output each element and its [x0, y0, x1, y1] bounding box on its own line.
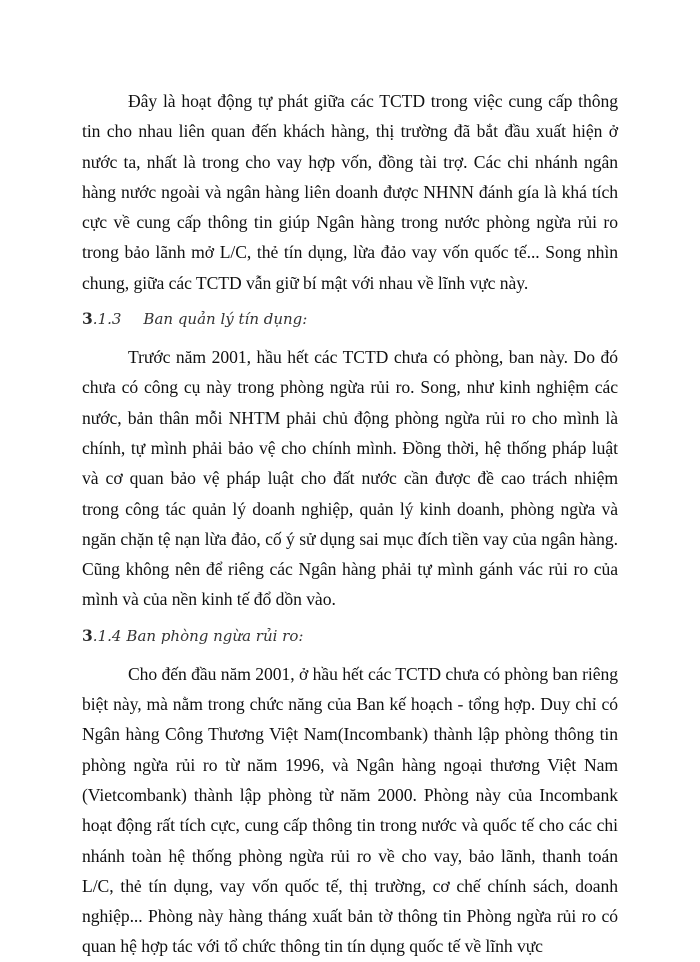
paragraph-credit-board: Trước năm 2001, hầu hết các TCTD chưa có phòng, ban này. Do đó chưa có công cụ này trong phòng ngừa rủi ro. Song, như kinh nghiệm các nước, bản thân mỗi NHTM phải chủ động phòng ngừa rủi ro cho mình là chính, tự mình phải bảo vệ cho chính mình. Đồng thời, hệ thống pháp luật và cơ quan bảo vệ pháp luật cho đất nước cần được đề cao trách nhiệm trong công tác quản lý doanh nghiệp, quản lý kinh doanh, phòng ngừa và ngăn chặn tệ nạn lừa đảo, cố ý sử dụng sai mục đích tiền vay của ngân hàng. Cũng không nên để riêng các Ngân hàng phải tự mình gánh vác rủi ro của mình và của nền kinh tế đổ dồn vào. — [82, 347, 618, 610]
section-number-major: 3 — [82, 309, 93, 329]
section-title: Ban phòng ngừa rủi ro: — [126, 626, 304, 645]
section-number-major: 3 — [82, 625, 93, 645]
section-number-minor: .1.3 — [92, 310, 122, 329]
paragraph-intro: Đây là hoạt động tự phát giữa các TCTD trong việc cung cấp thông tin cho nhau liên quan đến khách hàng, thị trường đã bắt đầu xuất hiện ở nước ta, nhất là trong cho vay hợp vốn, đồng tài trợ. Các chi nhánh ngân hàng nước ngoài và ngân hàng liên doanh được NHNN đánh gía là khá tích cực về cung cấp thông tin giúp Ngân hàng trong nước phòng ngừa rủi ro trong bảo lãnh mở L/C, thẻ tín dụng, lừa đảo vay vốn quốc tế... Song nhìn chung, giữa các TCTD vẫn giữ bí mật với nhau về lĩnh vực này. — [82, 91, 618, 293]
section-heading-3-1-4 — [82, 621, 618, 651]
section-title: Ban quản lý tín dụng: — [143, 310, 308, 329]
document-page — [82, 86, 618, 962]
section-heading-3-1-3 — [82, 304, 618, 334]
section-number-minor: .1.4 — [92, 626, 122, 645]
paragraph-risk-board: Cho đến đầu năm 2001, ở hầu hết các TCTD chưa có phòng ban riêng biệt này, mà nằm trong chức năng của Ban kế hoạch - tổng hợp. Duy chỉ có Ngân hàng Công Thương Việt Nam(Incombank) thành lập phòng thông tin phòng ngừa rủi ro từ năm 1996, và Ngân hàng ngoại thương Việt Nam (Vietcombank) thành lập phòng từ năm 2000. Phòng này của Incombank hoạt động rất tích cực, cung cấp thông tin trong nước và quốc tế cho các chi nhánh toàn hệ thống phòng ngừa rủi ro về cho vay, bảo lãnh, thanh toán L/C, thẻ tín dụng, vay vốn quốc tế, thị trường, cơ chế chính sách, doanh nghiệp... Phòng này hàng tháng xuất bản tờ thông tin Phòng ngừa rủi ro có quan hệ hợp tác với tổ chức thông tin tín dụng quốc tế về lĩnh vực — [82, 663, 618, 957]
